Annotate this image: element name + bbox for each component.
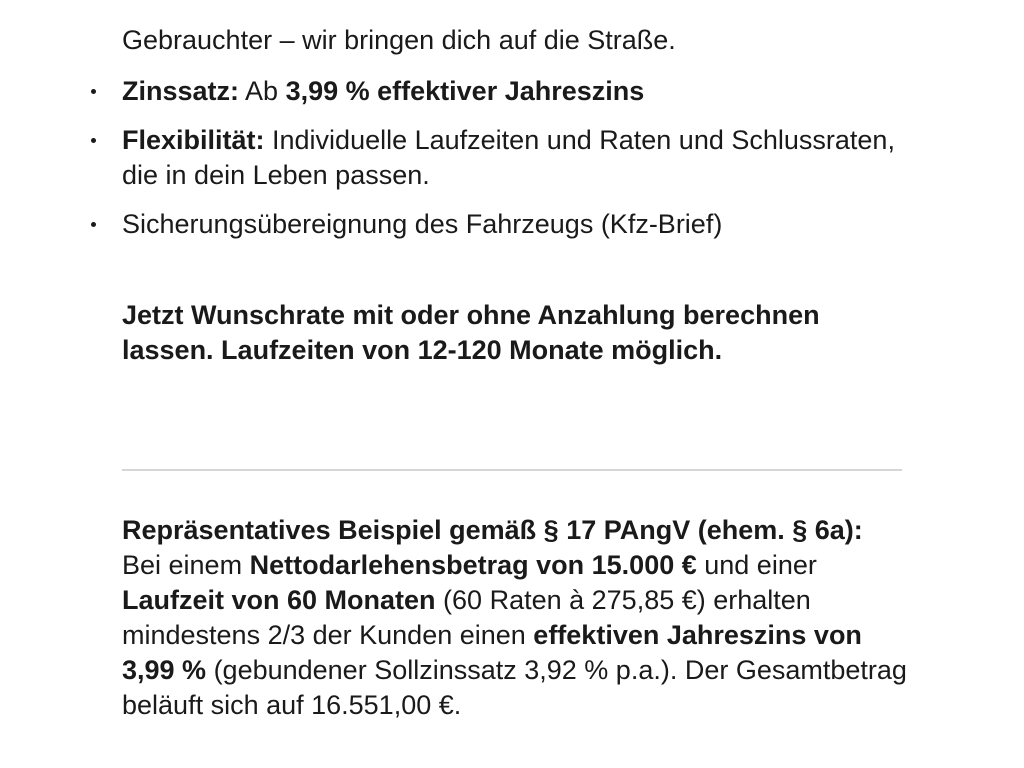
call-to-action-text: Jetzt Wunschrate mit oder ohne Anzahlung berechnen lassen. Laufzeiten von 12-120 Monate möglich. xyxy=(122,300,820,365)
example-text: (60 Raten à 275,85 €) erhalten mindestens 2/3 der Kunden einen xyxy=(122,585,811,650)
feature-list xyxy=(122,74,922,256)
feature-item-zinssatz xyxy=(122,74,922,109)
section-divider xyxy=(122,469,902,471)
example-text: (gebundener Sollzinssatz 3,92 % p.a.). Der Gesamtbetrag beläuft sich auf 16.551,00 €. xyxy=(122,655,907,720)
feature-label: Zinssatz: xyxy=(122,76,240,106)
example-heading: Repräsentatives Beispiel gemäß § 17 PAngV (ehem. § 6a): xyxy=(122,515,863,545)
example-highlight: Nettodarlehensbetrag von 15.000 € xyxy=(249,550,697,580)
bullet-icon xyxy=(91,138,96,143)
example-highlight: effektiven Jahreszins von 3,99 % xyxy=(122,620,862,685)
feature-item-flexibilitaet xyxy=(122,123,922,193)
feature-highlight: 3,99 % effektiver Jahreszins xyxy=(285,76,645,106)
feature-label: Flexibilität: xyxy=(122,125,265,155)
example-text: und einer xyxy=(696,550,817,580)
bullet-icon xyxy=(91,89,96,94)
feature-text: Ab xyxy=(239,76,286,106)
feature-item-sicherung xyxy=(122,207,922,242)
bullet-icon xyxy=(91,222,96,227)
representative-example xyxy=(122,513,912,723)
intro-line: Gebrauchter – wir bringen dich auf die Straße. xyxy=(122,25,676,55)
example-text: Bei einem xyxy=(122,550,250,580)
feature-text: Individuelle Laufzeiten und Raten und Schlussraten, die in dein Leben passen. xyxy=(122,125,895,190)
intro-paragraph xyxy=(122,0,922,58)
feature-text: Sicherungsübereignung des Fahrzeugs (Kfz-Brief) xyxy=(122,209,723,239)
intro-clipped-line xyxy=(122,0,922,23)
example-highlight: Laufzeit von 60 Monaten xyxy=(122,585,436,615)
